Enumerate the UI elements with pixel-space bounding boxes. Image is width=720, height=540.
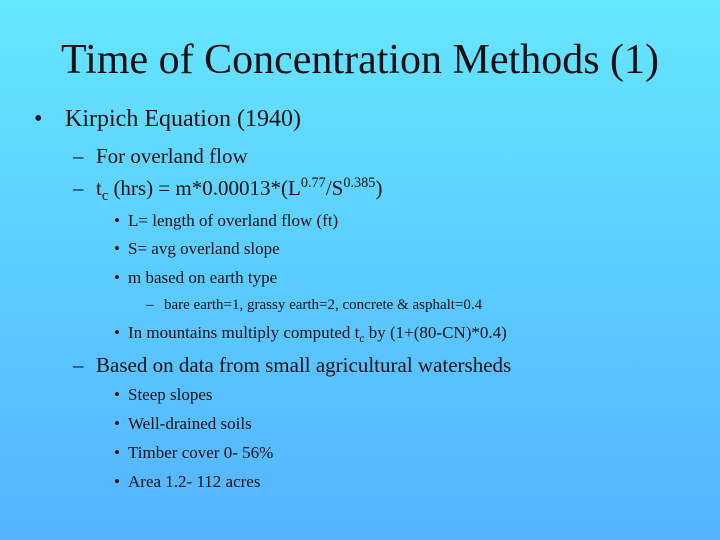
bullet-text: For overland flow <box>96 144 248 168</box>
bullet-text: m based on earth type <box>128 268 278 287</box>
bullet-dot-icon: • <box>114 239 120 258</box>
slide-title: Time of Concentration Methods (1) <box>60 37 660 83</box>
bullet-dot-icon: • <box>114 385 120 404</box>
equation-superscript-2: 0.385 <box>343 175 376 192</box>
bullet-text: Area 1.2- 112 acres <box>128 472 261 491</box>
equation-suffix: ) <box>375 176 383 200</box>
bullet-text: L= length of overland flow (ft) <box>128 211 339 230</box>
bullet-dot-icon: • <box>114 472 120 491</box>
equation-text <box>96 175 383 204</box>
bullet-dot-icon: • <box>114 211 120 230</box>
mountains-prefix: In mountains multiply computed t <box>128 323 360 342</box>
equation-middle-2: /S <box>325 176 344 200</box>
dash-icon: – <box>73 353 84 377</box>
bullet-text: Kirpich Equation (1940) <box>65 106 301 132</box>
dash-icon: – <box>146 297 154 313</box>
bullet-text: Timber cover 0- 56% <box>128 443 274 462</box>
bullet-dot-icon: • <box>114 414 120 433</box>
dash-icon: – <box>73 176 84 200</box>
equation-middle: (hrs) = m*0.00013*(L <box>108 176 301 200</box>
bullet-dot-icon: • <box>114 323 120 342</box>
equation-subscript: c <box>101 187 109 204</box>
bullet-dot-icon: • <box>114 443 120 462</box>
mountains-subscript: c <box>359 332 365 346</box>
bullet-dot-icon: • <box>34 106 43 132</box>
bullet-text: Well-drained soils <box>128 414 252 433</box>
equation-superscript-1: 0.77 <box>300 175 326 192</box>
mountains-text <box>128 322 507 344</box>
equation-prefix: t <box>96 176 102 200</box>
bullet-text: Steep slopes <box>128 385 213 404</box>
bullet-text: S= avg overland slope <box>128 239 280 258</box>
mountains-suffix: by (1+(80-CN)*0.4) <box>364 323 507 342</box>
bullet-dot-icon: • <box>114 268 120 287</box>
bullet-text: bare earth=1, grassy earth=2, concrete & asphalt=0.4 <box>164 297 483 313</box>
bullet-text: Based on data from small agricultural watersheds <box>96 353 512 377</box>
dash-icon: – <box>73 144 84 168</box>
